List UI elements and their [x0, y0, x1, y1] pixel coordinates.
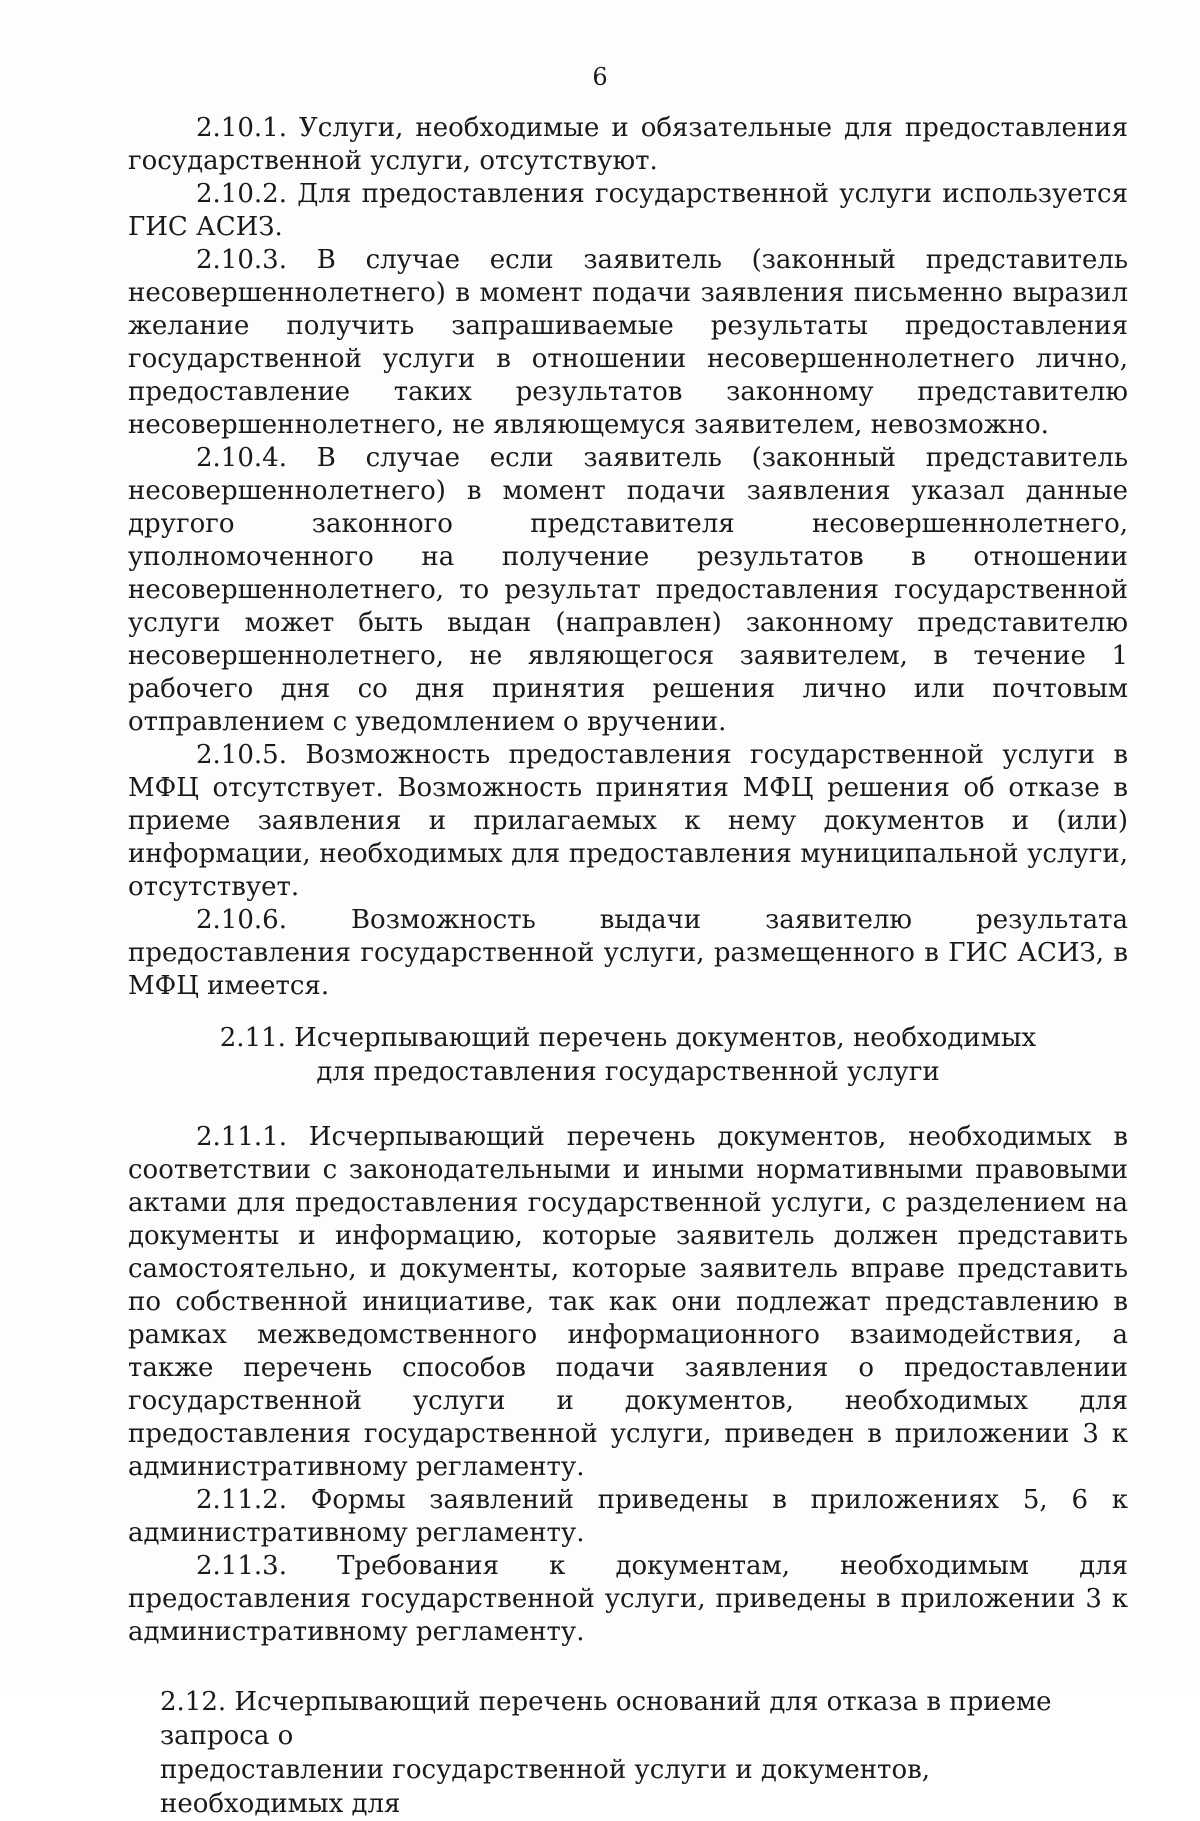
paragraph-2-10-6: 2.10.6. Возможность выдачи заявителю результата предоставления государственной услуги, размещенного в ГИС АСИЗ, в МФЦ имеется.	[128, 905, 1128, 1001]
section-heading-2-12-line1: 2.12. Исчерпывающий перечень оснований для отказа в приеме запроса о	[160, 1687, 1052, 1751]
paragraph-2-10-2: 2.10.2. Для предоставления государственной услуги используется ГИС АСИЗ.	[128, 179, 1128, 242]
section-heading-2-11-line2: для предоставления государственной услуги	[316, 1057, 940, 1087]
section-heading-2-12-line2: предоставлении государственной услуги и документов, необходимых для	[160, 1755, 930, 1819]
section-heading-2-12	[128, 1685, 1128, 1821]
paragraph-2-10-5: 2.10.5. Возможность предоставления государственной услуги в МФЦ отсутствует. Возможность принятия МФЦ решения об отказе в приеме заявления и прилагаемых к нему документов и (или) информации, необходимых для предоставления муниципальной услуги, отсутствует.	[128, 740, 1128, 902]
page-number: 6	[592, 63, 608, 91]
paragraph-2-10-4: 2.10.4. В случае если заявитель (законный представитель несовершеннолетнего) в момент подачи заявления указал данные другого законного представителя несовершеннолетнего, уполномоченного на получение результатов в отношении несовершеннолетнего, то результат предоставления государственной услуги может быть выдан (направлен) законному представителю несовершеннолетнего, не являющегося заявителем, в течение 1 рабочего дня со дня принятия решения лично или почтовым отправлением с уведомлением о вручении.	[128, 443, 1128, 737]
paragraph-2-11-1: 2.11.1. Исчерпывающий перечень документов, необходимых в соответствии с законодательными и иными нормативными правовыми актами для предоставления государственной услуги, с разделением на документы и информацию, которые заявитель должен представить самостоятельно, и документы, которые заявитель вправе представить по собственной инициативе, так как они подлежат представлению в рамках межведомственного информационного взаимодействия, а также перечень способов подачи заявления о предоставлении государственной услуги и документов, необходимых для предоставления государственной услуги, приведен в приложении 3 к административному регламенту.	[128, 1122, 1128, 1482]
section-heading-2-11	[128, 1021, 1128, 1089]
paragraph-2-11-3: 2.11.3. Требования к документам, необходимым для предоставления государственной услуги, приведены в приложении 3 к административному регламенту.	[128, 1551, 1128, 1647]
paragraph-2-11-2: 2.11.2. Формы заявлений приведены в приложениях 5, 6 к административному регламенту.	[128, 1485, 1128, 1548]
section-heading-2-11-line1: 2.11. Исчерпывающий перечень документов, необходимых	[219, 1023, 1037, 1053]
paragraph-2-10-3: 2.10.3. В случае если заявитель (законный представитель несовершеннолетнего) в момент подачи заявления письменно выразил желание получить запрашиваемые результаты предоставления государственной услуги в отношении несовершеннолетнего лично, предоставление таких результатов законному представителю несовершеннолетнего, не являющемуся заявителем, невозможно.	[128, 245, 1128, 440]
paragraph-2-10-1: 2.10.1. Услуги, необходимые и обязательные для предоставления государственной услуги, отсутствуют.	[128, 113, 1128, 176]
document-body	[128, 112, 1128, 1821]
